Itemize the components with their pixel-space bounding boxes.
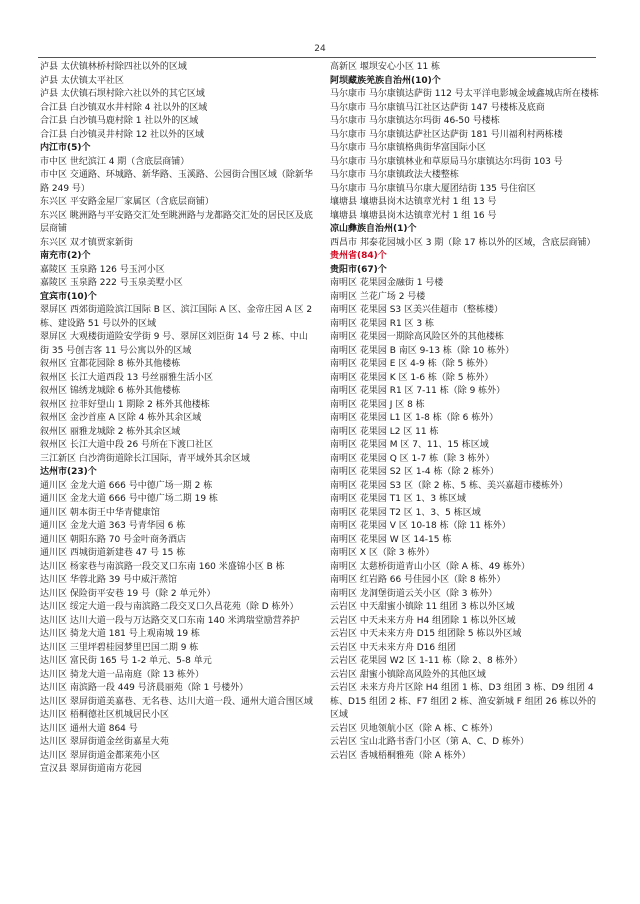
list-item: 云岩区 花果园 W2 区 1-11 栋（除 2、8 栋外） <box>330 656 523 666</box>
section-heading: 南充市(2)个 <box>40 251 91 261</box>
list-item: 宣汉县 翠屏街道南方花园 <box>40 764 142 774</box>
list-item: 合江县 白沙镇双水井村除 4 社以外的区域 <box>40 102 208 113</box>
list-item: 南明区 花果园 W 区 14-15 栋 <box>330 534 452 545</box>
list-item: 马尔康市 马尔康镇达萨社区达萨街 181 号川福利村两栋楼 <box>330 129 563 140</box>
list-item: 达川区 达川大道一段与万达路交叉口东南 140 米鸿瑞堂励营养护 <box>40 615 300 626</box>
section-heading: 凉山彝族自治州(1)个 <box>330 224 417 234</box>
list-item: 嘉陵区 玉泉路 222 号玉泉美墅小区 <box>40 278 183 288</box>
list-item: 通川区 朝本街王中华青健康馆 <box>40 507 160 518</box>
list-item: 西昌市 邦泰花园城小区 3 期（除 17 栋以外的区域，含底层商铺） <box>330 237 596 248</box>
page-number: 24 <box>314 44 326 54</box>
list-item: 翠屏区 西郊街道险滨江国际 B 区、滨江国际 A 区、金帝庄园 A 区 2 栋、建设路 51 号以外的区域 <box>40 305 313 329</box>
list-item: 南明区 花果园 L2 区 11 栋 <box>330 426 439 437</box>
list-item: 南明区 X 区（除 3 栋外） <box>330 548 435 558</box>
list-item: 达川区 翠屏街道金都莱苑小区 <box>40 750 160 761</box>
list-item: 南明区 花果园 R1 区 7-11 栋（除 9 栋外） <box>330 386 506 396</box>
list-item: 云岩区 中天未来方舟 D16 组团 <box>330 642 456 653</box>
list-item: 泸县 太伏镇太平社区 <box>40 75 124 86</box>
list-item: 南明区 红岩路 66 号佳园小区（除 8 栋外） <box>330 575 506 585</box>
list-item: 达川区 骑龙大道一品南庭（除 13 栋外） <box>40 669 205 680</box>
list-item: 达川区 梧桐德社区机城居民小区 <box>40 710 169 720</box>
list-item: 泸县 太伏镇林桥村除四社以外的区域 <box>40 62 187 72</box>
list-item: 南明区 花果园 T1 区 1、3 栋区域 <box>330 494 466 504</box>
list-item: 叙州区 丽雅龙城除 2 栋外其余区域 <box>40 426 181 437</box>
list-item: 达川区 通州大道 864 号 <box>40 723 138 734</box>
list-item: 南明区 花果园 T2 区 1、3、5 栋区域 <box>330 507 481 518</box>
header-rule <box>38 57 596 58</box>
list-item: 南明区 花果园 S3 区美兴佳超市（整栋楼） <box>330 305 504 315</box>
list-item: 合江县 白沙镇马鹿村除 1 社以外的区域 <box>40 116 199 126</box>
section-heading: 内江市(5)个 <box>40 143 91 153</box>
list-item: 泸县 太伏镇石坝村除六社以外的其它区域 <box>40 89 205 99</box>
list-item: 云岩区 中天甜蜜小镇除 11 组团 3 栋以外区域 <box>330 602 515 612</box>
list-item: 东兴区 双才镇贾家新街 <box>40 237 133 248</box>
list-item: 南明区 花果园 V 区 10-18 栋（除 11 栋外） <box>330 521 511 531</box>
list-item: 达川区 翠屏街道美嘉巷、无名巷、达川大道一段、通州大道合围区域 <box>40 696 313 707</box>
section-heading: 阿坝藏族羌族自治州(10)个 <box>330 75 441 86</box>
list-item: 南明区 兰花广场 2 号楼 <box>330 291 426 302</box>
list-item: 高新区 堰坝安心小区 11 栋 <box>330 62 441 72</box>
list-item: 南明区 花果园 J 区 8 栋 <box>330 399 425 410</box>
list-item: 南明区 花果园 B 南区 9-13 栋（除 10 栋外） <box>330 345 515 356</box>
list-item: 南明区 花果园金融街 1 号楼 <box>330 278 444 288</box>
list-item: 云岩区 贝地领航小区（除 A 栋、C 栋外） <box>330 723 498 734</box>
list-item: 南明区 花果园 M 区 7、11、15 栋区域 <box>330 440 489 450</box>
list-item: 通川区 西城街道新建巷 47 号 15 栋 <box>40 548 186 558</box>
list-item: 达川区 翠屏街道金丝街嘉星大苑 <box>40 737 169 747</box>
list-item: 达川区 南滨路一段 449 号济晨丽苑（除 1 号楼外） <box>40 683 249 693</box>
list-item: 嘉陵区 玉泉路 126 号玉河小区 <box>40 264 165 275</box>
list-item: 云岩区 宝山北路书香门小区（第 A、C、D 栋外） <box>330 737 529 747</box>
list-item: 南明区 花果园 K 区 1-6 栋（除 5 栋外） <box>330 372 494 383</box>
list-item: 云岩区 未来方舟片区除 H4 组团 1 栋、D3 组团 3 栋、D9 组团 4 栋、D15 组团 2 栋、F7 组团 2 栋、渔安新城 F 组团 26 栋以外的区域 <box>330 683 596 720</box>
list-item: 南明区 花果园 S3 区（除 2 栋、5 栋、美兴嘉超市楼栋外） <box>330 480 569 491</box>
list-item: 南明区 太慈桥街道青山小区（除 A 栋、49 栋外） <box>330 561 531 572</box>
list-item: 马尔康市 马尔康镇政法大楼整栋 <box>330 170 459 180</box>
list-item: 马尔康市 马尔康镇林业和草原局马尔康镇达尔玛街 103 号 <box>330 156 563 167</box>
list-item: 南明区 花果园 S2 区 1-4 栋（除 2 栋外） <box>330 467 499 477</box>
list-item: 叙州区 金沙首座 A 区除 4 栋外其余区域 <box>40 413 202 423</box>
list-item: 壤塘县 壤塘县岗木达镇章光村 1 组 13 号 <box>330 197 497 207</box>
list-item: 通川区 金龙大道 363 号青华园 6 栋 <box>40 521 186 531</box>
list-item: 达川区 绥定大道一段与南滨路二段交叉口久昌花苑（除 D 栋外） <box>40 602 299 612</box>
list-item: 马尔康市 马尔康镇达萨街 112 号太平洋电影城金域鑫城店所在楼栋 <box>330 89 599 99</box>
list-item: 马尔康市 马尔康镇马尔康大厦团结街 135 号住宿区 <box>330 183 536 194</box>
list-item: 达川区 富民街 165 号 1-2 单元、5-8 单元 <box>40 656 212 666</box>
list-item: 云岩区 中天未来方舟 D15 组团除 5 栋以外区域 <box>330 629 522 639</box>
list-item: 达川区 三里坪碧桂园梦里巴国二期 9 栋 <box>40 642 199 653</box>
list-item: 达川区 保险街平安巷 19 号（除 2 单元外） <box>40 588 216 599</box>
list-item: 南明区 花果园 R1 区 3 栋 <box>330 318 435 329</box>
list-item: 市中区 交通路、环城路、新华路、玉溪路、公园街合围区域（除新华路 249 号） <box>40 170 313 194</box>
list-item: 达川区 骑龙大道 181 号上观南城 19 栋 <box>40 629 200 639</box>
list-item: 云岩区 中天未来方舟 H4 组团除 1 栋以外区域 <box>330 615 516 626</box>
list-item: 云岩区 甜蜜小镇除高风险外的其他区域 <box>330 669 486 680</box>
list-item: 叙州区 长江大道西段 13 号丝丽雅生活小区 <box>40 372 214 383</box>
section-heading: 贵阳市(67)个 <box>330 264 387 275</box>
list-item: 南明区 花果园 E 区 4-9 栋（除 5 栋外） <box>330 359 494 369</box>
list-item: 东兴区 眺洲路与平安路交汇处至眺洲路与龙都路交汇处的居民区及底层商铺 <box>40 210 313 234</box>
list-item: 三江新区 白沙湾街道除长江国际，青平域外其余区域 <box>40 453 250 464</box>
left-column <box>40 61 316 777</box>
list-item: 南明区 龙洞堡街道云关小区（除 3 栋外） <box>330 588 498 599</box>
list-item: 马尔康市 马尔康镇格典街华富国际小区 <box>330 143 486 153</box>
list-item: 南明区 花果园 L1 区 1-8 栋（除 6 栋外） <box>330 413 499 423</box>
list-item: 南明区 花果园 Q 区 1-7 栋（除 3 栋外） <box>330 453 495 464</box>
list-item: 达川区 华蓉北路 39 号中威汗蒸馆 <box>40 575 178 585</box>
section-heading: 达州市(23)个 <box>40 467 97 477</box>
list-item: 合江县 白沙镇灵井村除 12 社以外的区域 <box>40 129 205 140</box>
list-item: 叙州区 拉菲好望山 1 期除 2 栋外其他楼栋 <box>40 399 210 410</box>
list-item: 叙州区 锦绣龙城除 6 栋外其他楼栋 <box>40 386 181 396</box>
list-item: 翠屏区 大观楼街道险安学街 9 号、翠屏区刘臣街 14 号 2 栋、中山街 35 号创吉客 11 号公寓以外的区域 <box>40 332 308 356</box>
list-item: 市中区 世纪滨江 4 期（含底层商铺） <box>40 156 190 167</box>
list-item: 达川区 杨家巷与南滨路一段交叉口东南 160 米盛锦小区 B 栋 <box>40 561 285 572</box>
list-item: 通川区 金龙大道 666 号中德广场二期 19 栋 <box>40 494 218 504</box>
section-heading: 宜宾市(10)个 <box>40 291 97 302</box>
section-heading: 贵州省(84)个 <box>330 251 387 261</box>
right-column <box>330 61 600 763</box>
list-item: 叙州区 长江大道中段 26 号所在下渡口社区 <box>40 440 214 450</box>
list-item: 叙州区 宜都花园除 8 栋外其他楼栋 <box>40 359 181 369</box>
list-item: 通川区 金龙大道 666 号中德广场一期 2 栋 <box>40 480 213 491</box>
list-item: 马尔康市 马尔康镇马江社区达萨街 147 号楼栋及底商 <box>330 102 545 113</box>
list-item: 通川区 朝阳东路 70 号金叶商务酒店 <box>40 534 187 545</box>
list-item: 东兴区 平安路金屋厂家属区（含底层商铺） <box>40 197 214 207</box>
list-item: 马尔康市 马尔康镇达尔玛街 46-50 号楼栋 <box>330 116 500 126</box>
list-item: 云岩区 香城梧桐雅苑（除 A 栋外） <box>330 750 471 761</box>
list-item: 壤塘县 壤塘县岗木达镇章光村 1 组 16 号 <box>330 210 497 221</box>
list-item: 南明区 花果园一期除高风险区外的其他楼栋 <box>330 332 504 342</box>
